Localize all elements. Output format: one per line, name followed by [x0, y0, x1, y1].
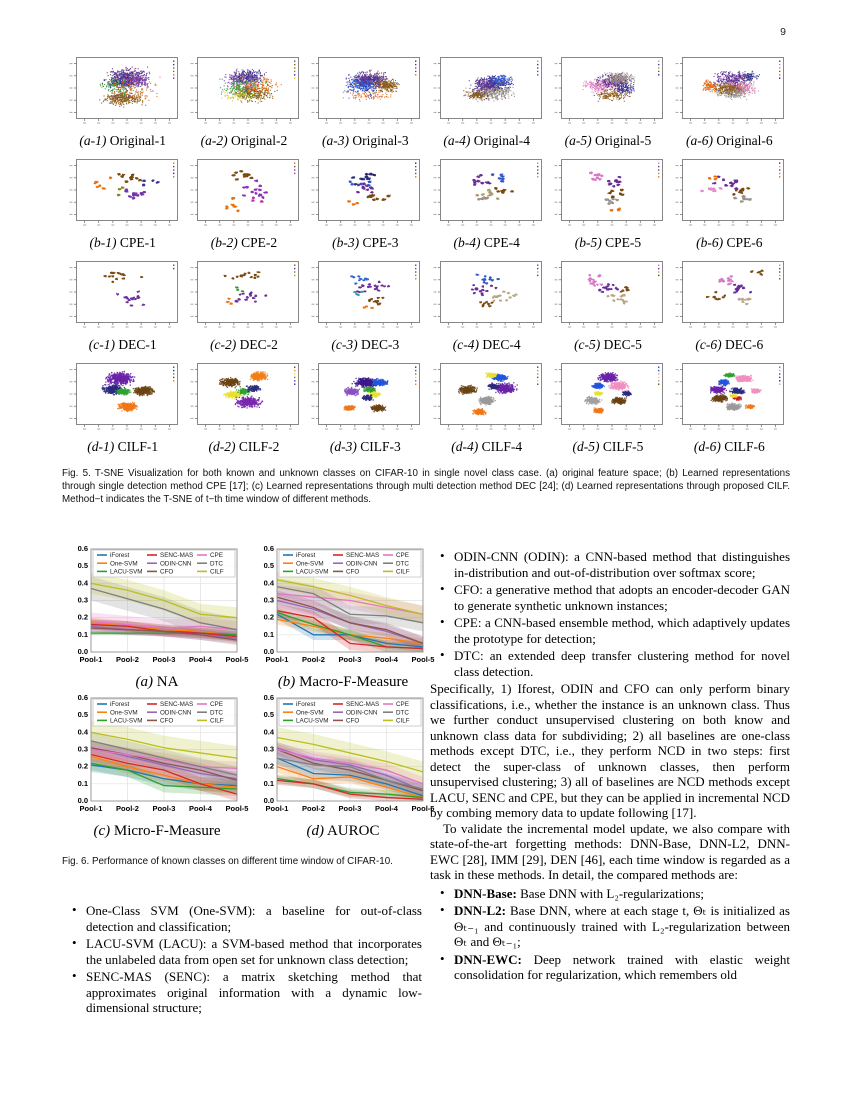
tsne-panel-c-6 — [669, 260, 790, 353]
panel-method-name: DEC-2 — [239, 337, 278, 352]
panel-method-name: CPE-6 — [726, 235, 763, 250]
panel-method-name: DEC-3 — [361, 337, 400, 352]
tsne-panel-caption — [211, 235, 277, 251]
tsne-panel-d-2 — [183, 362, 304, 455]
panel-method-name: CILF-6 — [724, 439, 765, 454]
figure6-grid — [64, 544, 436, 840]
tsne-panel-a-1 — [62, 56, 183, 149]
chart-tag: (d) — [306, 823, 325, 839]
figure6-caption: Fig. 6. Performance of known classes on different time window of CIFAR-10. — [62, 856, 393, 867]
list-item — [430, 582, 790, 613]
bullet-icon: • — [440, 614, 445, 629]
tsne-scatter-plot — [67, 56, 179, 132]
tsne-scatter-plot — [67, 158, 179, 234]
panel-method-name: Original-6 — [716, 133, 773, 148]
tsne-scatter-plot — [188, 56, 300, 132]
tsne-scatter-plot — [309, 56, 421, 132]
method-description: CPE: a CNN-based ensemble method, which adaptively updates the prototype for detection; — [454, 615, 790, 646]
tsne-panel-caption — [694, 439, 765, 455]
panel-tag: (c-3) — [331, 337, 358, 352]
chart-caption — [278, 674, 408, 691]
method-description: SENC-MAS (SENC): a matrix sketching method that approximates original information with a dynamic low-dimensional structure; — [86, 969, 422, 1015]
panel-tag: (d-3) — [329, 439, 357, 454]
tsne-panel-caption — [89, 337, 157, 353]
panel-method-name: CILF-2 — [238, 439, 280, 454]
performance-chart-micro-f-measure — [64, 693, 250, 840]
tsne-panel-caption — [573, 439, 644, 455]
tsne-scatter-plot — [188, 362, 300, 438]
tsne-panel-d-1 — [62, 362, 183, 455]
line-chart-canvas — [251, 693, 435, 821]
tsne-scatter-plot — [309, 158, 421, 234]
tsne-panel-b-3 — [305, 158, 426, 251]
panel-tag: (c-1) — [88, 337, 115, 352]
chart-tag: (b) — [277, 674, 296, 690]
panel-tag: (c-2) — [210, 337, 237, 352]
tsne-panel-caption — [79, 133, 166, 149]
panel-tag: (d-4) — [451, 439, 479, 454]
baseline-methods-list — [62, 903, 422, 1016]
list-item — [62, 903, 422, 934]
list-item — [430, 952, 790, 983]
tsne-panel-b-2 — [183, 158, 304, 251]
chart-title: Micro-F-Measure — [113, 823, 221, 839]
panel-tag: (d-6) — [693, 439, 721, 454]
method-description: One-Class SVM (One-SVM): a baseline for out-of-class detection and classification; — [86, 903, 422, 934]
panel-method-name: Original-4 — [473, 133, 530, 148]
right-text-column — [430, 549, 790, 985]
tsne-scatter-plot — [552, 158, 664, 234]
figure6 — [64, 544, 436, 840]
performance-chart-macro-f-measure — [250, 544, 436, 691]
list-item — [62, 969, 422, 1016]
method-name-bold: DNN-L2: — [454, 903, 506, 918]
tsne-panel-caption — [574, 337, 642, 353]
tsne-scatter-plot — [431, 362, 543, 438]
panel-tag: (b-2) — [210, 235, 238, 250]
panel-tag: (a-2) — [200, 133, 228, 148]
panel-method-name: Original-1 — [109, 133, 166, 148]
panel-tag: (b-5) — [574, 235, 602, 250]
method-description: Base DNN with L₂-regularizations; — [520, 885, 705, 901]
tsne-panel-caption — [89, 235, 155, 251]
bullet-icon: • — [440, 950, 445, 966]
tsne-panel-caption — [565, 133, 652, 149]
tsne-panel-b-1 — [62, 158, 183, 251]
panel-method-name: CILF-3 — [360, 439, 401, 454]
panel-method-name: CPE-1 — [119, 235, 156, 250]
panel-tag: (b-3) — [332, 235, 360, 250]
bullet-icon: • — [440, 548, 445, 563]
panel-method-name: DEC-4 — [482, 337, 521, 352]
performance-chart-auroc — [250, 693, 436, 840]
chart-caption — [307, 823, 380, 840]
figure5-grid — [62, 56, 790, 455]
bullet-icon: • — [72, 902, 77, 917]
chart-caption — [136, 674, 179, 691]
panel-method-name: CPE-4 — [483, 235, 520, 250]
panel-tag: (a-4) — [443, 133, 471, 148]
tsne-panel-caption — [575, 235, 641, 251]
tsne-panel-caption — [201, 133, 288, 149]
tsne-panel-a-5 — [547, 56, 668, 149]
tsne-panel-caption — [695, 337, 763, 353]
tsne-panel-caption — [209, 439, 280, 455]
panel-method-name: CILF-5 — [602, 439, 644, 454]
tsne-panel-c-4 — [426, 260, 547, 353]
tsne-scatter-plot — [552, 362, 664, 438]
tsne-panel-caption — [451, 439, 522, 455]
panel-method-name: Original-3 — [352, 133, 409, 148]
tsne-scatter-plot — [552, 260, 664, 336]
tsne-panel-b-6 — [669, 158, 790, 251]
panel-tag: (d-5) — [572, 439, 600, 454]
panel-tag: (a-5) — [564, 133, 592, 148]
tsne-scatter-plot — [552, 56, 664, 132]
method-description: CFO: a generative method that adopts an encoder-decoder GAN to generate synthetic unknown instances; — [454, 582, 790, 613]
line-chart-canvas — [65, 544, 249, 672]
tsne-panel-caption — [453, 235, 519, 251]
bullet-icon: • — [72, 935, 77, 950]
forgetting-methods-list — [430, 886, 790, 983]
bullet-icon: • — [440, 581, 445, 596]
tsne-scatter-plot — [309, 260, 421, 336]
list-item — [62, 936, 422, 967]
paragraph-validate: To validate the incremental model update, we also compare with state-of-the-art forgetting methods: DNN-Base, DNN-L2, DNN-EWC [28], IMM [29], DEN [46], each time window is regarded as a task in these methods. In detail, the compared methods are: — [430, 820, 790, 882]
tsne-panel-caption — [322, 133, 409, 149]
method-description: Deep network trained with elastic weight consolidation for regularization, which remembers old — [454, 951, 790, 982]
list-item — [430, 903, 790, 950]
tsne-panel-caption — [331, 337, 399, 353]
tsne-panel-caption — [453, 337, 521, 353]
list-item — [430, 615, 790, 646]
tsne-scatter-plot — [673, 362, 785, 438]
tsne-panel-a-4 — [426, 56, 547, 149]
panel-method-name: Original-5 — [595, 133, 652, 148]
bullet-icon: • — [440, 884, 445, 900]
tsne-scatter-plot — [188, 260, 300, 336]
panel-tag: (b-4) — [453, 235, 481, 250]
tsne-panel-b-4 — [426, 158, 547, 251]
figure5-caption: Fig. 5. T-SNE Visualization for both known and unknown classes on CIFAR-10 in single novel class case. (a) original feature space; (b) Learned representations through single detection method CPE [17]; (c) Learned representations through multi detection method DEC [24]; (d) Learned representations through proposed CILF. Method−t indicates the T-SNE of t−th time window of different methods. — [62, 468, 790, 505]
tsne-panel-caption — [686, 133, 773, 149]
tsne-panel-caption — [696, 235, 762, 251]
performance-chart-na — [64, 544, 250, 691]
chart-tag: (c) — [93, 823, 111, 839]
panel-method-name: CPE-5 — [605, 235, 642, 250]
method-description: DTC: an extended deep transfer clustering method for novel class detection. — [454, 648, 790, 679]
tsne-panel-c-2 — [183, 260, 304, 353]
tsne-scatter-plot — [67, 260, 179, 336]
chart-title: Macro-F-Measure — [299, 674, 409, 690]
chart-title: AUROC — [326, 823, 380, 839]
method-description: ODIN-CNN (ODIN): a CNN-based method that distinguishes in-distribution and out-of-distribution over softmax score; — [454, 549, 790, 580]
tsne-scatter-plot — [673, 260, 785, 336]
line-chart-canvas — [65, 693, 249, 821]
method-description: Base DNN, where at each stage t, Θₜ is initialized as Θₜ₋₁ and continuously trained with L₂-regularization between Θₜ and Θₜ₋₁; — [454, 903, 790, 949]
list-item — [430, 886, 790, 902]
tsne-panel-a-3 — [305, 56, 426, 149]
tsne-scatter-plot — [673, 158, 785, 234]
page-number: 9 — [780, 26, 786, 38]
panel-tag: (b-1) — [89, 235, 117, 250]
tsne-panel-caption — [443, 133, 530, 149]
tsne-panel-b-5 — [547, 158, 668, 251]
panel-tag: (c-6) — [695, 337, 722, 352]
panel-method-name: Original-2 — [231, 133, 288, 148]
tsne-panel-d-3 — [305, 362, 426, 455]
list-item — [430, 549, 790, 580]
tsne-scatter-plot — [67, 362, 179, 438]
tsne-panel-d-5 — [547, 362, 668, 455]
tsne-panel-d-6 — [669, 362, 790, 455]
tsne-panel-c-5 — [547, 260, 668, 353]
panel-tag: (d-1) — [87, 439, 115, 454]
tsne-panel-d-4 — [426, 362, 547, 455]
panel-tag: (a-3) — [322, 133, 350, 148]
panel-method-name: DEC-5 — [603, 337, 642, 352]
chart-caption — [93, 823, 220, 840]
panel-method-name: CPE-3 — [362, 235, 399, 250]
tsne-panel-caption — [332, 235, 398, 251]
panel-tag: (b-6) — [696, 235, 724, 250]
panel-method-name: CILF-4 — [481, 439, 523, 454]
tsne-panel-a-6 — [669, 56, 790, 149]
panel-tag: (a-1) — [79, 133, 107, 148]
line-chart-canvas — [251, 544, 435, 672]
tsne-scatter-plot — [309, 362, 421, 438]
chart-title: NA — [156, 674, 179, 690]
panel-method-name: DEC-6 — [725, 337, 764, 352]
panel-method-name: DEC-1 — [118, 337, 157, 352]
method-name-bold: DNN-EWC: — [454, 951, 522, 967]
tsne-panel-c-1 — [62, 260, 183, 353]
tsne-scatter-plot — [431, 260, 543, 336]
tsne-panel-caption — [330, 439, 401, 455]
panel-method-name: CILF-1 — [117, 439, 159, 454]
tsne-panel-a-2 — [183, 56, 304, 149]
list-item — [430, 648, 790, 679]
tsne-scatter-plot — [188, 158, 300, 234]
left-text-column — [62, 903, 422, 1018]
figure5 — [62, 56, 790, 507]
bullet-icon: • — [440, 647, 445, 662]
tsne-scatter-plot — [431, 158, 543, 234]
tsne-scatter-plot — [431, 56, 543, 132]
bullet-icon: • — [440, 902, 445, 917]
bullet-icon: • — [72, 968, 77, 983]
paragraph-specifically: Specifically, 1) Iforest, ODIN and CFO can only perform binary classifications, i.e., whether the instance is an unknown class. Thus we further conduct unsupervised clustering on both know and unknown class data for subdividing; 2) all baselines are one-class methods except DTC, i.e., they perform NCD in two steps: first detect the super-class of unknown classes, then perform unsupervised clustering; 3) all of baselines are NCD methods except LACU, SENC and CPE, but they can be applied in incremental NCD by combing memory data to update following [17]. — [430, 681, 790, 820]
tsne-panel-c-3 — [305, 260, 426, 353]
baseline-methods-list-2 — [430, 549, 790, 679]
panel-tag: (c-5) — [574, 337, 601, 352]
tsne-panel-caption — [210, 337, 278, 353]
tsne-scatter-plot — [673, 56, 785, 132]
method-description: LACU-SVM (LACU): a SVM-based method that incorporates the unlabeled data from open set for unknown class detection; — [86, 936, 422, 967]
panel-method-name: CPE-2 — [241, 235, 278, 250]
panel-tag: (c-4) — [452, 337, 479, 352]
panel-tag: (a-6) — [686, 133, 714, 148]
chart-tag: (a) — [135, 674, 154, 690]
tsne-panel-caption — [87, 439, 158, 455]
panel-tag: (d-2) — [208, 439, 236, 454]
method-name-bold: DNN-Base: — [454, 885, 517, 901]
